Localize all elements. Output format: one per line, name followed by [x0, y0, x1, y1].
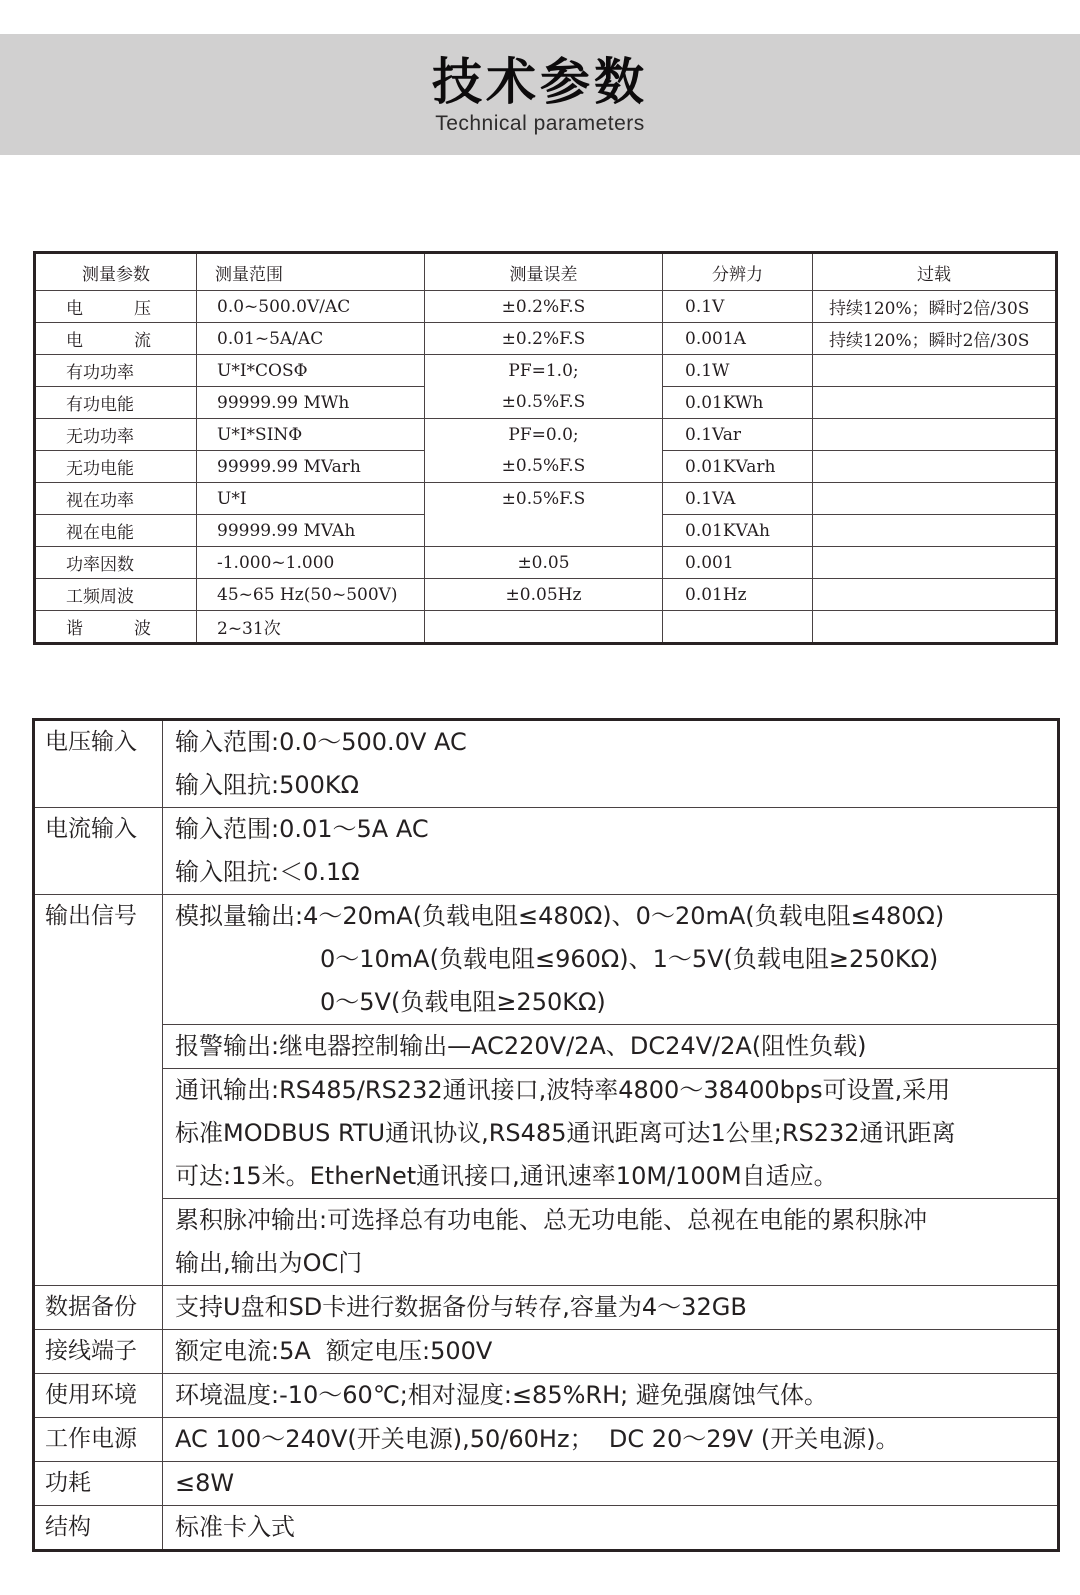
spec-section: [163, 1506, 1057, 1549]
error-line: PF=0.0;: [508, 424, 579, 445]
spec-label: 结构: [35, 1506, 163, 1549]
error-line: [425, 515, 662, 546]
parameter-cell: 无功功率: [35, 419, 197, 451]
spec-line: 输出,输出为OC门: [175, 1249, 363, 1277]
spec-section: [163, 1418, 1057, 1461]
header-banner: [0, 34, 1080, 155]
spec-label: 使用环境: [35, 1374, 163, 1417]
error-cell: ±0.05Hz: [425, 579, 663, 611]
resolution-cell: 0.01Hz: [663, 579, 813, 611]
table-header-row: [35, 253, 1057, 291]
spec-section: [163, 895, 1057, 1024]
resolution-cell: 0.01KVarh: [663, 451, 813, 483]
spec-value: [163, 895, 1057, 1285]
spec-line: 输入范围:0.01～5A AC: [175, 815, 429, 843]
spec-line: 0～5V(负载电阻≥250KΩ): [320, 988, 606, 1016]
spec-line: 额定电流:5A 额定电压:500V: [175, 1337, 493, 1365]
spec-row: [35, 1373, 1057, 1417]
overload-cell: [813, 515, 1057, 547]
spec-row: [35, 807, 1057, 894]
spec-label: 功耗: [35, 1462, 163, 1505]
parameter-cell: 视在功率: [35, 483, 197, 515]
resolution-cell: 0.1W: [663, 355, 813, 387]
spec-line: 模拟量输出:4～20mA(负载电阻≤480Ω)、0～20mA(负载电阻≤480Ω): [175, 902, 945, 930]
specifications-table: [32, 718, 1060, 1552]
overload-cell: [813, 483, 1057, 515]
page-subtitle: Technical parameters: [435, 111, 645, 135]
column-header: 过载: [813, 253, 1057, 291]
error-cell: ±0.2%F.S: [425, 291, 663, 323]
spec-section: [163, 1198, 1057, 1285]
spec-section: [163, 1374, 1057, 1417]
overload-cell: 持续120%；瞬时2倍/30S: [813, 323, 1057, 355]
error-line: ±0.5%F.S: [501, 391, 586, 412]
spec-label: 输出信号: [35, 895, 163, 1285]
error-cell: [425, 483, 663, 547]
spec-line: 可达:15米。EtherNet通讯接口,通讯速率10M/100M自适应。: [175, 1162, 838, 1190]
parameter-cell: 电 压: [35, 291, 197, 323]
table-row: [35, 547, 1057, 579]
resolution-cell: 0.01KVAh: [663, 515, 813, 547]
spec-section: [163, 1068, 1057, 1198]
overload-cell: [813, 387, 1057, 419]
spec-line: 支持U盘和SD卡进行数据备份与转存,容量为4～32GB: [175, 1293, 747, 1321]
spec-line: 输入阻抗:＜0.1Ω: [175, 858, 360, 886]
range-cell: U*I*SINΦ: [197, 419, 425, 451]
range-cell: 99999.99 MVAh: [197, 515, 425, 547]
table-row: [35, 611, 1057, 644]
error-cell: [425, 611, 663, 644]
column-header: 测量参数: [35, 253, 197, 291]
spec-line: 报警输出:继电器控制输出—AC220V/2A、DC24V/2A(阻性负载): [175, 1032, 867, 1060]
overload-cell: 持续120%；瞬时2倍/30S: [813, 291, 1057, 323]
page-title: 技术参数: [432, 52, 648, 111]
range-cell: 99999.99 MWh: [197, 387, 425, 419]
measurement-table-body: [35, 291, 1057, 644]
range-cell: 99999.99 MVarh: [197, 451, 425, 483]
overload-cell: [813, 547, 1057, 579]
column-header: 分辨力: [663, 253, 813, 291]
error-line: PF=1.0;: [508, 360, 579, 381]
spec-label: 接线端子: [35, 1330, 163, 1373]
spec-value: [163, 1330, 1057, 1373]
range-cell: 45~65 Hz(50~500V): [197, 579, 425, 611]
overload-cell: [813, 355, 1057, 387]
error-line: ±0.5%F.S: [501, 488, 586, 509]
spec-section: [163, 1024, 1057, 1068]
resolution-cell: [663, 611, 813, 644]
spec-label: 工作电源: [35, 1418, 163, 1461]
resolution-cell: 0.1V: [663, 291, 813, 323]
spec-value: [163, 1418, 1057, 1461]
spec-section: [163, 1462, 1057, 1505]
parameter-cell: 电 流: [35, 323, 197, 355]
spec-section: [163, 1330, 1057, 1373]
spec-row: [35, 1461, 1057, 1505]
error-cell: [425, 355, 663, 419]
parameter-cell: 工频周波: [35, 579, 197, 611]
overload-cell: [813, 419, 1057, 451]
range-cell: U*I: [197, 483, 425, 515]
spec-line: AC 100～240V(开关电源),50/60Hz； DC 20～29V (开关电源)。: [175, 1425, 900, 1453]
spec-line: 通讯输出:RS485/RS232通讯接口,波特率4800～38400bps可设置,采用: [175, 1076, 951, 1104]
spec-row: [35, 1417, 1057, 1461]
error-cell: [425, 419, 663, 483]
error-cell: ±0.05: [425, 547, 663, 579]
spec-value: [163, 721, 1057, 807]
resolution-cell: 0.001: [663, 547, 813, 579]
spec-row: [35, 1505, 1057, 1549]
table-row: [35, 291, 1057, 323]
spec-line: 输入阻抗:500KΩ: [175, 771, 359, 799]
overload-cell: [813, 611, 1057, 644]
spec-section: [163, 1286, 1057, 1329]
range-cell: -1.000~1.000: [197, 547, 425, 579]
spec-value: [163, 808, 1057, 894]
table-row: [35, 579, 1057, 611]
spec-line: 标准卡入式: [175, 1513, 295, 1541]
error-cell: ±0.2%F.S: [425, 323, 663, 355]
spec-value: [163, 1462, 1057, 1505]
table-row: [35, 355, 1057, 387]
column-header: 测量误差: [425, 253, 663, 291]
parameter-cell: 有功功率: [35, 355, 197, 387]
resolution-cell: 0.1VA: [663, 483, 813, 515]
overload-cell: [813, 451, 1057, 483]
spec-row: [35, 1285, 1057, 1329]
spec-line: ≤8W: [175, 1469, 235, 1497]
spec-value: [163, 1374, 1057, 1417]
range-cell: U*I*COSΦ: [197, 355, 425, 387]
range-cell: 0.01~5A/AC: [197, 323, 425, 355]
spec-line: 环境温度:-10～60℃;相对湿度:≤85%RH; 避免强腐蚀气体。: [175, 1381, 828, 1409]
resolution-cell: 0.01KWh: [663, 387, 813, 419]
resolution-cell: 0.001A: [663, 323, 813, 355]
parameter-cell: 有功电能: [35, 387, 197, 419]
resolution-cell: 0.1Var: [663, 419, 813, 451]
column-header: 测量范围: [197, 253, 425, 291]
parameter-cell: 视在电能: [35, 515, 197, 547]
error-line: ±0.5%F.S: [501, 455, 586, 476]
parameter-cell: 无功电能: [35, 451, 197, 483]
table-row: [35, 419, 1057, 451]
spec-line: 0～10mA(负载电阻≤960Ω)、1～5V(负载电阻≥250KΩ): [320, 945, 939, 973]
spec-label: 电流输入: [35, 808, 163, 894]
spec-line: 累积脉冲输出:可选择总有功电能、总无功电能、总视在电能的累积脉冲: [175, 1206, 928, 1234]
table-row: [35, 483, 1057, 515]
spec-row: [35, 1329, 1057, 1373]
range-cell: 2~31次: [197, 611, 425, 644]
range-cell: 0.0~500.0V/AC: [197, 291, 425, 323]
spec-label: 数据备份: [35, 1286, 163, 1329]
spec-value: [163, 1286, 1057, 1329]
parameter-cell: 谐 波: [35, 611, 197, 644]
table-row: [35, 323, 1057, 355]
parameter-cell: 功率因数: [35, 547, 197, 579]
measurement-table-header: [35, 253, 1057, 291]
spec-label: 电压输入: [35, 721, 163, 807]
spec-value: [163, 1506, 1057, 1549]
overload-cell: [813, 579, 1057, 611]
spec-row: [35, 894, 1057, 1285]
spec-line: 标准MODBUS RTU通讯协议,RS485通讯距离可达1公里;RS232通讯距离: [175, 1119, 956, 1147]
spec-row: [35, 721, 1057, 807]
spec-section: [163, 721, 1057, 807]
measurement-parameters-table: [33, 251, 1058, 645]
spec-section: [163, 808, 1057, 894]
spec-line: 输入范围:0.0～500.0V AC: [175, 728, 467, 756]
